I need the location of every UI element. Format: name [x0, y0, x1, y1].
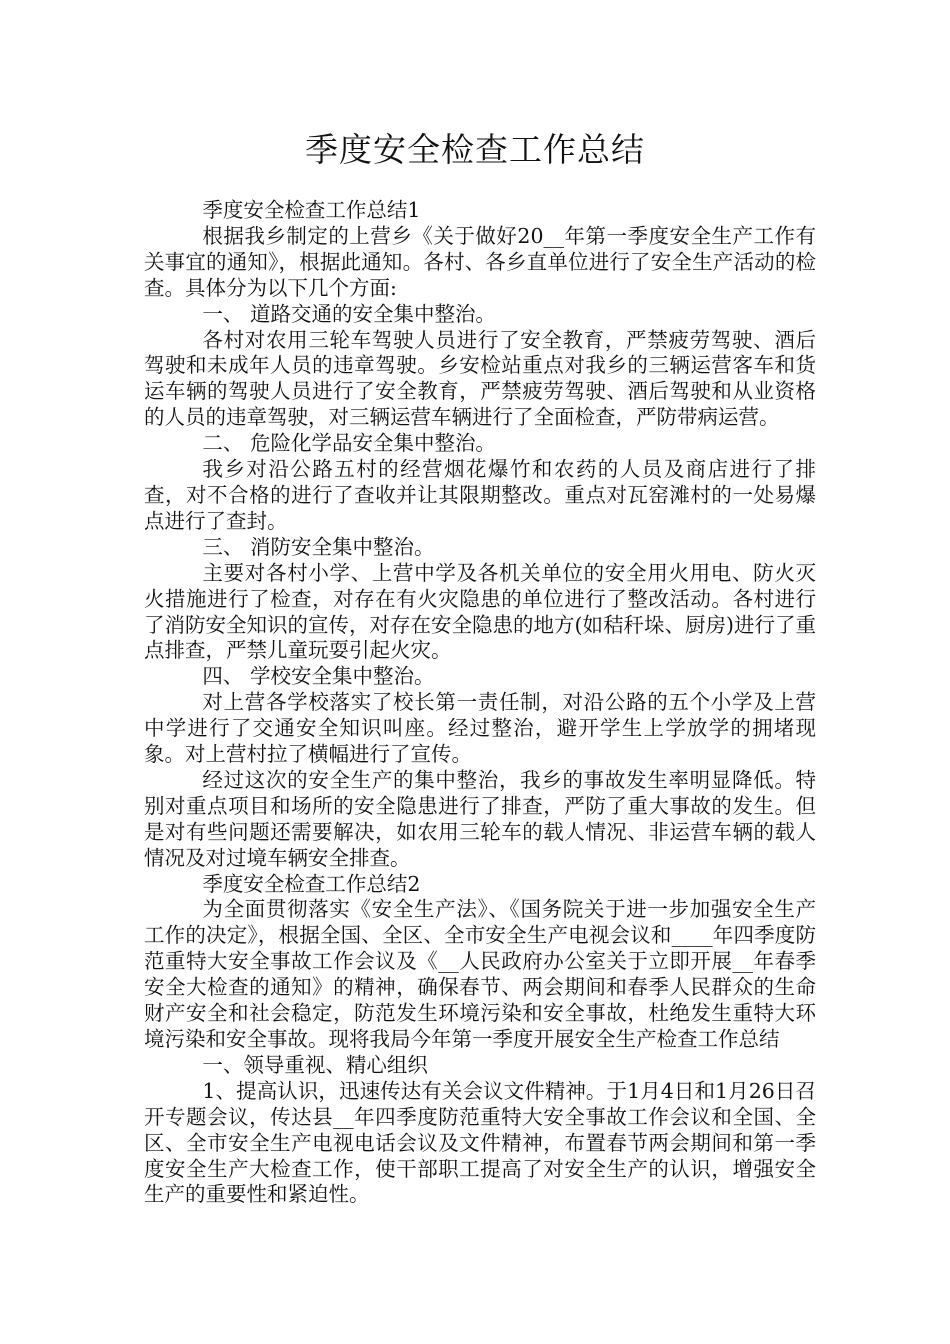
- paragraph-subheading: 一、领导重视、精心组织: [202, 1052, 428, 1077]
- paragraph: 经过这次的安全生产的集中整治，我乡的事故发生率明显降低。特别对重点项目和场所的安全隐患进行了排查，严防了重大事故的发生。但是对有些问题还需要解决，如农用三轮车的载人情况、非运营车辆的载人情况及对过境车辆安全排查。: [144, 767, 816, 870]
- paragraph: 根据我乡制定的上营乡《关于做好20__年第一季度安全生产工作有关事宜的通知》，根据此通知。各村、各乡直单位进行了安全生产活动的检查。具体分为以下几个方面:: [144, 223, 816, 300]
- paragraph: 为全面贯彻落实《安全生产法》、《国务院关于进一步加强安全生产工作的决定》，根据全国、全区、全市安全生产电视会议和____年四季度防范重特大安全事故工作会议及《__人民政府办公室关于立即开展__年春季安全大检查的通知》的精神，确保春节、两会期间和春季人民群众的生命财产安全和社会稳定，防范发生环境污染和安全事故，杜绝发生重特大环境污染和安全事故。现将我局今年第一季度开展安全生产检查工作总结: [144, 897, 816, 1051]
- paragraph: 各村对农用三轮车驾驶人员进行了安全教育，严禁疲劳驾驶、酒后驾驶和未成年人员的违章驾驶。乡安检站重点对我乡的三辆运营客车和货运车辆的驾驶人员进行了安全教育，严禁疲劳驾驶、酒后驾驶和从业资格的人员的违章驾驶，对三辆运营车辆进行了全面检查，严防带病运营。: [144, 327, 816, 430]
- paragraph-subheading: 二、 危险化学品安全集中整治。: [202, 431, 496, 456]
- document-body: [144, 198, 816, 1208]
- paragraph: 1、提高认识，迅速传达有关会议文件精神。于1月4日和1月26日召开专题会议，传达县__年四季度防范重特大安全事故工作会议和全国、全区、全市安全生产电视电话会议及文件精神，布置春节两会期间和第一季度安全生产大检查工作，使干部职工提高了对安全生产的认识，增强安全生产的重要性和紧迫性。: [144, 1078, 816, 1207]
- paragraph: 对上营各学校落实了校长第一责任制，对沿公路的五个小学及上营中学进行了交通安全知识叫座。经过整治，避开学生上学放学的拥堵现象。对上营村拉了横幅进行了宣传。: [144, 690, 816, 767]
- paragraph-subheading: 四、 学校安全集中整治。: [202, 664, 435, 689]
- paragraph: 主要对各村小学、上营中学及各机关单位的安全用火用电、防火灭火措施进行了检查，对存在有火灾隐患的单位进行了整改活动。各村进行了消防安全知识的宣传，对存在安全隐患的地方(如秸秆垛、厨房)进行了重点排查，严禁儿童玩耍引起火灾。: [144, 560, 816, 663]
- paragraph-section-heading: 季度安全检查工作总结2: [202, 871, 421, 896]
- paragraph-section-heading: 季度安全检查工作总结1: [202, 198, 421, 222]
- paragraph-subheading: 一、 道路交通的安全集中整治。: [202, 301, 496, 326]
- paragraph: 我乡对沿公路五村的经营烟花爆竹和农药的人员及商店进行了排查，对不合格的进行了查收并让其限期整改。重点对瓦窑滩村的一处易爆点进行了查封。: [144, 457, 816, 533]
- paragraph-subheading: 三、 消防安全集中整治。: [202, 534, 435, 559]
- document-title: 季度安全检查工作总结: [305, 130, 645, 169]
